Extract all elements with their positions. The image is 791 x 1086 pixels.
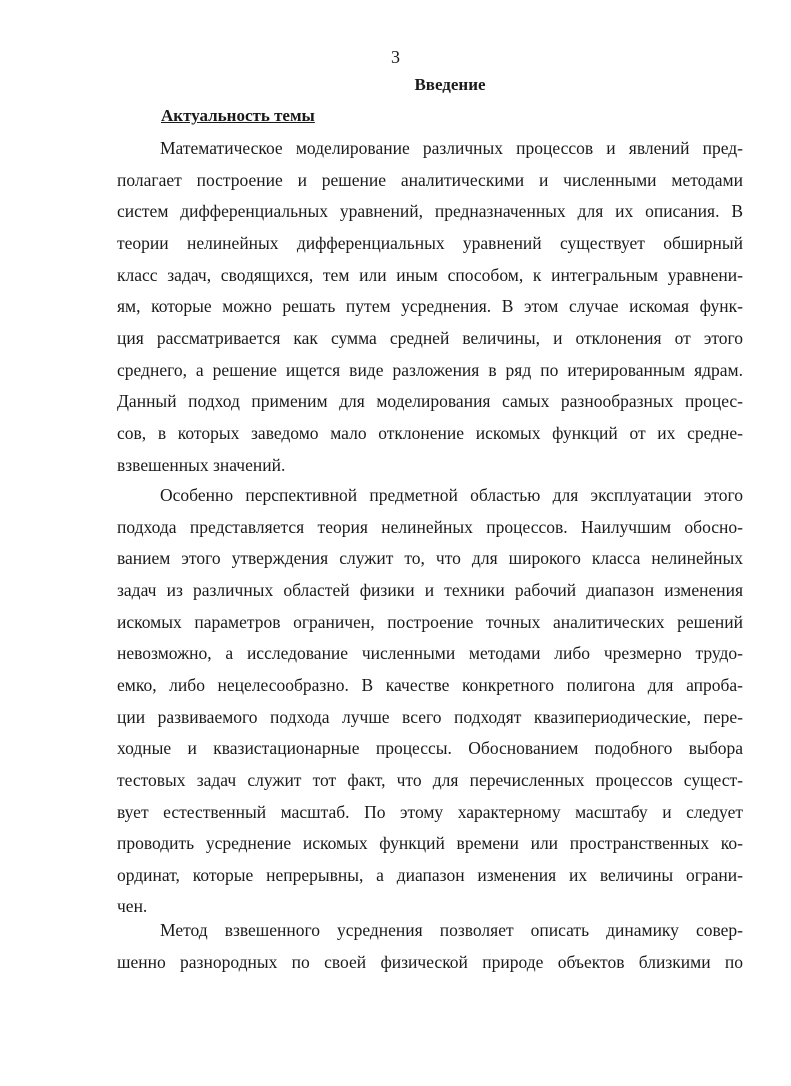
paragraph-2-line: вует естественный масштаб. По этому характерному масштабу и следует [117,801,743,822]
paragraph-2-line: емко, либо нецелесообразно. В качестве конкретного полигона для апроба- [117,674,743,695]
paragraph-1-line: ям, которые можно решать путем усреднения. В этом случае искомая функ- [117,296,743,317]
paragraph-1-line: ция рассматривается как сумма средней величины, и отклонения от этого [117,327,743,348]
paragraph-2-line: подхода представляется теория нелинейных процессов. Наилучшим обосно- [117,516,743,537]
paragraph-1-line: теории нелинейных дифференциальных уравнений существует обширный [117,232,743,253]
paragraph-1-line: систем дифференциальных уравнений, предназначенных для их описания. В [117,201,743,222]
paragraph-1-line: взвешенных значений. [117,454,286,475]
paragraph-1-line: Математическое моделирование различных процессов и явлений пред- [160,138,743,158]
paragraph-2-line: Особенно перспективной предметной областью для эксплуатации этого [160,485,743,505]
page-title: Введение [414,75,486,94]
paragraph-2-line: ванием этого утверждения служит то, что для широкого класса нелинейных [117,548,743,569]
paragraph-3-line: Метод взвешенного усреднения позволяет описать динамику совер- [160,920,743,940]
section-heading: Актуальность темы [161,106,315,125]
paragraph-1-line: среднего, а решение ищется виде разложения в ряд по итерированным ядрам. [117,359,743,380]
paragraph-1-line: сов, в которых заведомо мало отклонение искомых функций от их средне- [117,422,743,443]
paragraph-1-line: класс задач, сводящихся, тем или иным способом, к интегральным уравнени- [117,264,743,285]
page-number: 3 [391,47,400,67]
paragraph-1-line: полагает построение и решение аналитическими и численными методами [117,169,743,190]
paragraph-2-line: тестовых задач служит тот факт, что для перечисленных процессов сущест- [117,769,743,790]
paragraph-2-line: чен. [117,896,148,917]
paragraph-2-line: ходные и квазистационарные процессы. Обоснованием подобного выбора [117,738,743,759]
paragraph-2-line: задач из различных областей физики и техники рабочий диапазон изменения [117,579,743,600]
paragraph-2-line: проводить усреднение искомых функций времени или пространственных ко- [117,833,743,854]
paragraph-2-line: ординат, которые непрерывны, а диапазон изменения их величины ограни- [117,864,743,885]
paragraph-2-line: искомых параметров ограничен, построение точных аналитических решений [117,611,743,632]
paragraph-1-line: Данный подход применим для моделирования самых разнообразных процес- [117,391,743,412]
paragraph-2-line: ции развиваемого подхода лучше всего подходят квазипериодические, пере- [117,706,743,727]
paragraph-3-line: шенно разнородных по своей физической природе объектов близкими по [117,951,743,972]
paragraph-2-line: невозможно, а исследование численными методами либо чрезмерно трудо- [117,643,743,664]
